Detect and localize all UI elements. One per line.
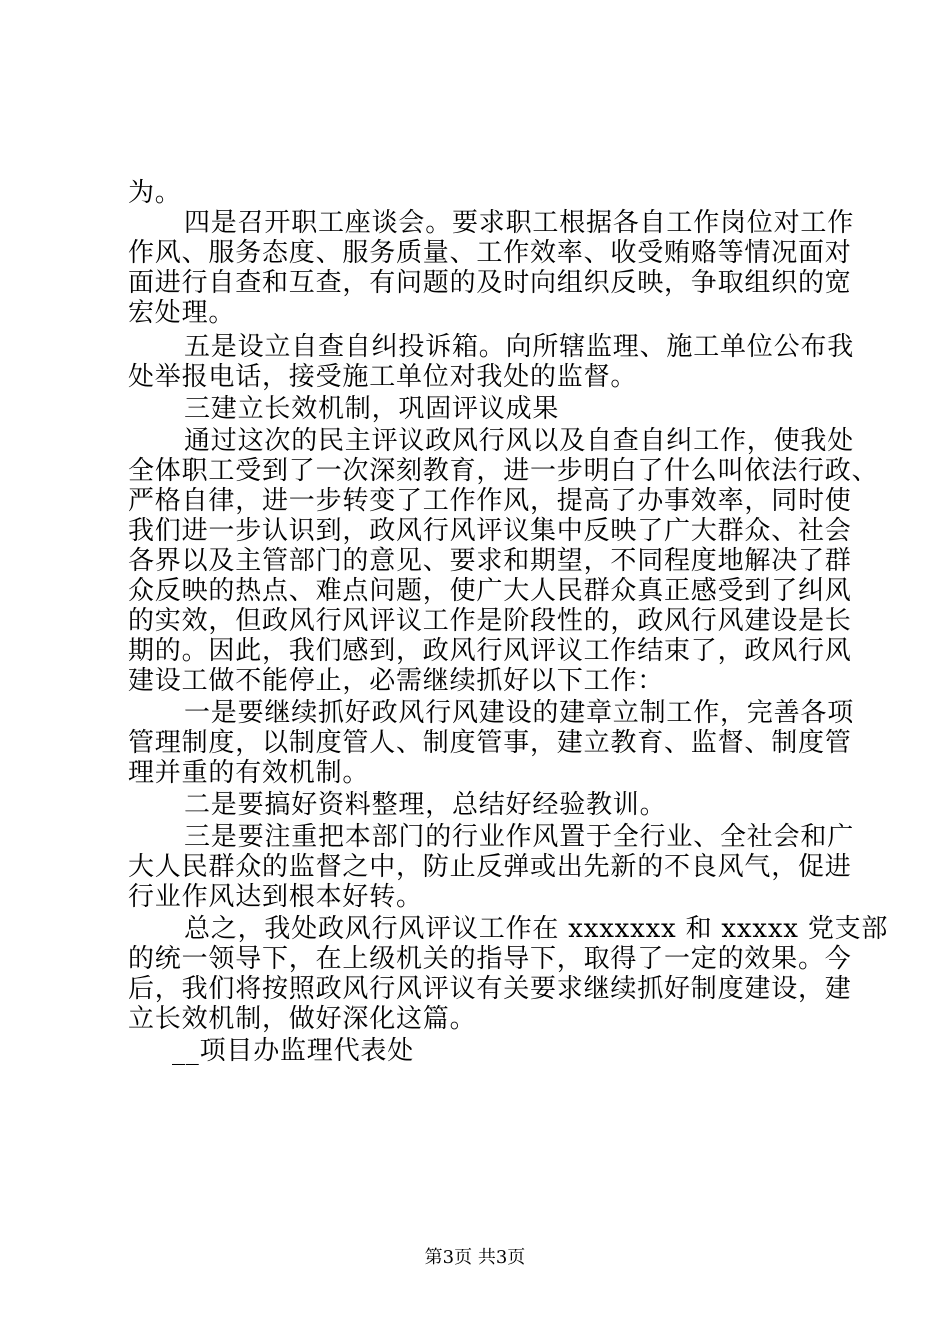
- text-line: 四是召开职工座谈会。要求职工根据各自工作岗位对工作: [184, 208, 855, 238]
- text-line: 处举报电话，接受施工单位对我处的监督。: [128, 362, 638, 392]
- text-line: 宏处理。: [128, 298, 236, 328]
- signature-line: __项目办监理代表处: [172, 1036, 415, 1066]
- text-line: 三是要注重把本部门的行业作风置于全行业、全社会和广: [184, 822, 855, 852]
- text-line: 一是要继续抓好政风行风建设的建章立制工作，完善各项: [184, 698, 855, 728]
- text-line: 为。: [128, 178, 182, 208]
- text-line: 理并重的有效机制。: [128, 758, 370, 788]
- text-line: 严格自律，进一步转变了工作作风，提高了办事效率，同时使: [128, 486, 852, 516]
- text-line: 立长效机制，做好深化这篇。: [128, 1004, 477, 1034]
- page-number-footer: 第3页 共3页: [424, 1247, 526, 1268]
- text-line: 的实效，但政风行风评议工作是阶段性的，政风行风建设是长: [128, 606, 852, 636]
- text-line: 期的。因此，我们感到，政风行风评议工作结束了，政风行风: [128, 636, 852, 666]
- text-line: 全体职工受到了一次深刻教育，进一步明白了什么叫依法行政、: [128, 456, 879, 486]
- text-line: 通过这次的民主评议政风行风以及自查自纠工作，使我处: [184, 426, 855, 456]
- text-line: 作风、服务态度、服务质量、工作效率、收受贿赂等情况面对: [128, 238, 852, 268]
- text-line: 建设工做不能停止，必需继续抓好以下工作：: [128, 666, 665, 696]
- text-line: 大人民群众的监督之中，防止反弹或出先新的不良风气，促进: [128, 852, 852, 882]
- text-line: 二是要搞好资料整理，总结好经验教训。: [184, 790, 667, 820]
- section-heading: 三建立长效机制，巩固评议成果: [184, 394, 560, 424]
- text-line: 我们进一步认识到，政风行风评议集中反映了广大群众、社会: [128, 516, 852, 546]
- text-line: 行业作风达到根本好转。: [128, 882, 423, 912]
- text-line: 各界以及主管部门的意见、要求和期望，不同程度地解决了群: [128, 546, 852, 576]
- text-line: 管理制度，以制度管人、制度管事，建立教育、监督、制度管: [128, 728, 852, 758]
- text-line: 面进行自查和互查，有问题的及时向组织反映，争取组织的宽: [128, 268, 852, 298]
- text-line: 后，我们将按照政风行风评议有关要求继续抓好制度建设，建: [128, 974, 852, 1004]
- text-line: 众反映的热点、难点问题，使广大人民群众真正感受到了纠风: [128, 576, 852, 606]
- text-line: 总之，我处政风行风评议工作在 xxxxxxx 和 xxxxx 党支部: [184, 914, 889, 944]
- text-line: 五是设立自查自纠投诉箱。向所辖监理、施工单位公布我: [184, 332, 855, 362]
- text-line: 的统一领导下，在上级机关的指导下，取得了一定的效果。今: [128, 944, 852, 974]
